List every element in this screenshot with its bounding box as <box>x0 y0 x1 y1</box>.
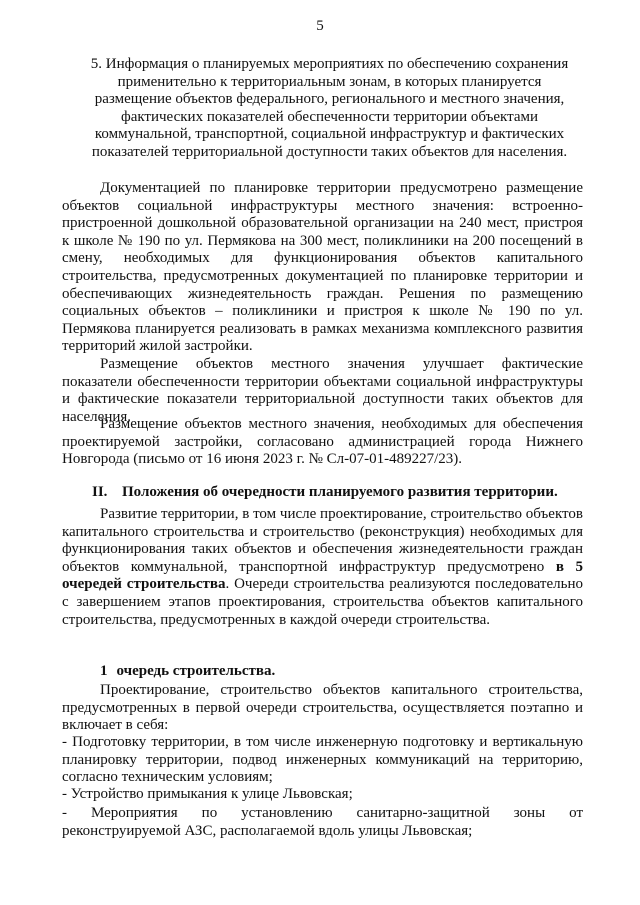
paragraph-development-stages <box>62 506 583 629</box>
list-item: - Мероприятия по установлению санитарно-защитной зоны от реконструируемой АЗС, располагаемой вдоль улицы Львовская; <box>62 805 583 839</box>
paragraph-approval: Размещение объектов местного значения, необходимых для обеспечения проектируемой застройки, согласовано администрацией города Нижнего Новгорода (письмо от 16 июня 2023 г. № Сл-07-01-489227/23). <box>62 416 583 468</box>
paragraph-stage-1-intro: Проектирование, строительство объектов капитального строительства, предусмотренных в первой очереди строительства, осуществляется поэтапно и включает в себя: <box>62 682 583 734</box>
stage-1-number: 1 <box>100 663 108 679</box>
page-number: 5 <box>316 18 324 34</box>
list-item: - Подготовку территории, в том числе инженерную подготовку и вертикальную планировку территории, подвод инженерных коммуникаций на территорию, согласно техническим условиям; <box>62 734 583 786</box>
stages-text-after: . Очереди строительства реализуются последовательно с завершением этапов проектирования, строительства объектов капитального строительства, предусмотренных в каждой очереди строительства. <box>62 576 583 628</box>
section-2-title: Положения об очередности планируемого развития территории. <box>122 484 558 500</box>
stages-text-before: Развитие территории, в том числе проектирование, строительство объектов капитального строительства и строительство (реконструкция) необходимых для функционирования таких объектов и обеспечения жизнедеятельности граждан объектов коммунальной, транспортной инфраструктур предусмотрено <box>62 506 583 575</box>
section-2-number: II. <box>92 484 108 500</box>
stages-count-bold: в 5 очередей строительства <box>62 558 583 593</box>
stage-1-title: очередь строительства. <box>116 663 276 679</box>
paragraph-planning-documentation: Документацией по планировке территории предусмотрено размещение объектов социальной инфраструктуры местного значения: встроенно-пристроенной дошкольной образовательной организации на 240 мест, пристроя к школе № 190 по ул. Пермякова на 300 мест, поликлиники на 200 посещений в смену, необходимых для функционирования объектов капитального строительства, предусмотренных документацией по планировке территории и обеспечивающих жизнедеятельность граждан. Решения по размещению социальных объектов – поликлиники и пристроя к школе № 190 по ул. Пермякова планируется реализовать в рамках механизма комплексного развития территорий жилой застройки. <box>62 180 583 355</box>
stage-1-heading <box>100 663 275 681</box>
section-5-heading: 5. Информация о планируемых мероприятиях по обеспечению сохранения применительно к территориальным зонам, в которых планируется размещение объектов федерального, регионального и местного значения, фактических показателей обеспеченности территории объектами коммунальной, транспортной, социальной инфраструктур и фактических показателей территориальной доступности таких объектов для населения. <box>90 56 569 160</box>
paragraph-indicators-improvement: Размещение объектов местного значения улучшает фактические показатели обеспеченности территории объектами социальной инфраструктуры и фактические показатели территориальной доступности таких объектов для населения. <box>62 356 583 425</box>
section-2-heading <box>62 484 583 502</box>
list-item: - Устройство примыкания к улице Львовская; <box>62 786 353 802</box>
